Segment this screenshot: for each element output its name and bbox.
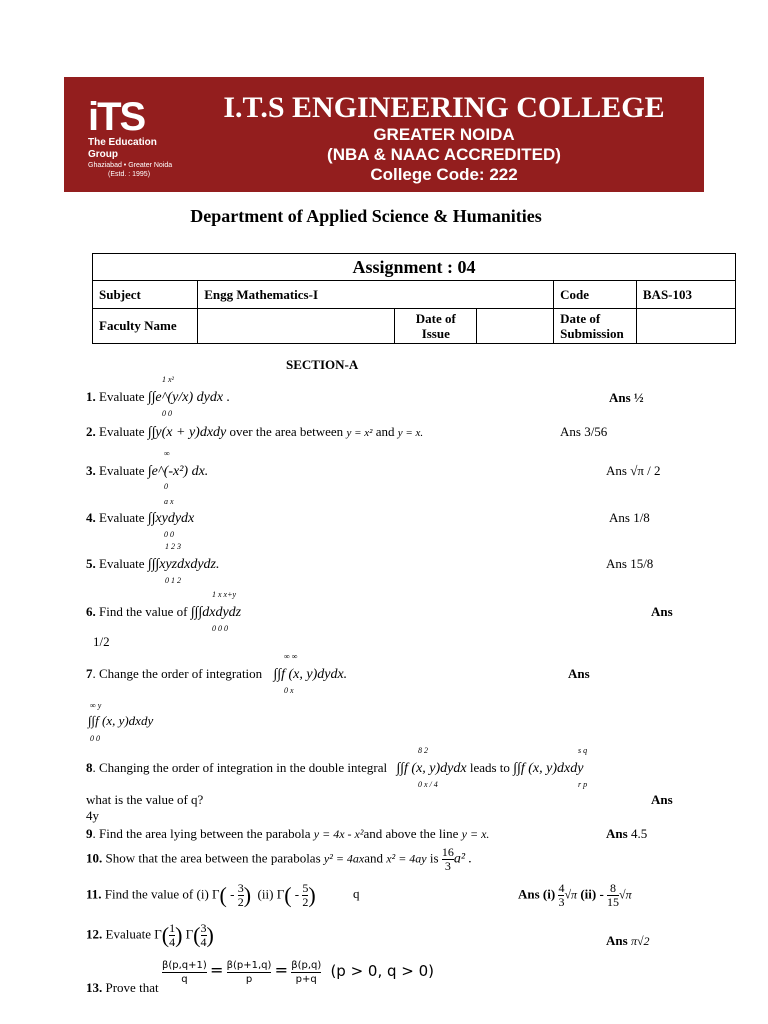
question-text: Show that the area between the parabolas [105, 850, 321, 866]
question-5 [86, 556, 220, 573]
question-3 [86, 463, 208, 480]
a7-upper-limit: ∞ y [90, 701, 102, 710]
fraction: $\frac{\beta(p+1,q)}{p}$ [226, 960, 272, 985]
gamma-symbol: Γ [212, 886, 220, 902]
fraction: $\frac{1}{4}$ [169, 921, 176, 949]
answer-3: Ans √π / 2 [606, 463, 661, 478]
gamma-symbol: Γ [185, 926, 194, 942]
logo-mark: iTS [88, 95, 145, 139]
question-11: 11. Find the value of (i) Γ( - $\frac{3}{2}$ ) (ii) Γ( - $\frac{5}{2}$ ) q [86, 881, 360, 909]
question-text: Find the value of [99, 604, 188, 619]
question-7 [86, 666, 347, 683]
q7-upper-limit: ∞ ∞ [284, 652, 298, 661]
q4-lower-limit: 0 0 [164, 530, 174, 539]
answer-1: Ans ½ [609, 390, 644, 405]
question-expression: ∫∫xydydx [147, 511, 195, 526]
question-text-is: is [429, 850, 439, 866]
question-text: . Change the order of integration [92, 666, 263, 681]
q3-upper-limit: ∞ [164, 449, 170, 458]
college-logo [88, 97, 188, 177]
question-expression: ∫∫∫xyzdxdydz. [147, 557, 220, 572]
gamma-symbol: Γ [154, 926, 162, 942]
question-expression: ∫∫f (x, y)dydx. [273, 667, 348, 682]
assignment-info-table [92, 253, 736, 344]
question-number: 8 [86, 760, 93, 775]
q6-upper-limit: 1 x x+y [212, 590, 237, 599]
issue-value [477, 309, 554, 344]
college-accreditation: (NBA & NAAC ACCREDITED) [327, 145, 561, 164]
q5-upper-limit: 1 2 3 [165, 542, 181, 551]
question-text: Evaluate [99, 424, 145, 439]
answer-8-value: 4y [86, 808, 99, 823]
question-2 [86, 424, 423, 441]
assignment-title: Assignment : 04 [93, 254, 736, 281]
question-6 [86, 604, 241, 621]
fraction: $\frac{16}{3}$ [441, 845, 454, 873]
sqrt-pi: √π [619, 887, 632, 902]
question-8 [86, 760, 583, 777]
question-number: 6. [86, 604, 96, 619]
question-expression-2: ∫∫f (x, y)dxdy [513, 761, 584, 776]
question-9 [86, 826, 489, 842]
question-text-and: and [375, 424, 395, 439]
section-heading: SECTION-A [286, 357, 359, 372]
q1-lower-limit: 0 0 [162, 409, 172, 418]
subject-value: Engg Mathematics-I [198, 281, 554, 309]
code-label: Code [554, 281, 637, 309]
question-number: 5. [86, 556, 96, 571]
answer-6-value: 1/2 [93, 634, 110, 649]
gamma-symbol: Γ [276, 886, 285, 902]
a7-lower-limit: 0 0 [90, 734, 100, 743]
sqrt-pi: √π [564, 887, 578, 902]
answer-6: Ans [651, 604, 673, 619]
fraction: $\frac{4}{3}$ [558, 881, 565, 909]
answer-label: Ans [606, 933, 628, 948]
logo-group-name: The Education Group [88, 137, 157, 160]
question-number: 11. [86, 886, 102, 902]
equals-sign: = [210, 960, 224, 980]
question-text: Evaluate [99, 556, 145, 571]
issue-label: Date of Issue [395, 309, 477, 344]
answer-5: Ans 15/8 [606, 556, 654, 571]
question-1 [86, 389, 230, 406]
question-expression: ∫∫y(x + y)dxdy [147, 425, 227, 440]
question-expression: ∫∫f (x, y)dydx [396, 761, 467, 776]
answer-2: Ans 3/56 [560, 424, 608, 439]
answer-7: Ans [568, 666, 590, 681]
fraction: $\frac{5}{2}$ [302, 881, 309, 909]
question-13 [86, 980, 159, 996]
question-number: 2. [86, 424, 96, 439]
logo-places: Ghaziabad • Greater Noida [88, 162, 173, 169]
question-text: Find the value of (i) [104, 886, 209, 902]
question-number: 1. [86, 389, 96, 404]
q7-lower-limit: 0 x [284, 686, 294, 695]
equals-sign: = [274, 960, 288, 980]
q4-upper-limit: a x [164, 497, 174, 506]
question-number: 4. [86, 510, 96, 525]
question-number: 3. [86, 463, 96, 478]
question-expression-2: y = x. [461, 827, 490, 841]
college-name: I.T.S ENGINEERING COLLEGE [223, 91, 665, 124]
q8b-upper-limit: s q [578, 746, 588, 755]
question-text-mid: and above the line [363, 826, 459, 841]
question-expression-2: y = x² [346, 427, 373, 439]
q3-lower-limit: 0 [164, 482, 168, 491]
question-expression-tail: a² . [453, 851, 473, 867]
code-value: BAS-103 [636, 281, 735, 309]
question-8-continuation: what is the value of q? [86, 792, 204, 807]
q8b-lower-limit: r p [578, 780, 588, 789]
question-text: Prove that [105, 980, 159, 995]
question-12: 12. Evaluate Γ( $\frac{1}{4}$ ) Γ( $\frac{3}{4}$ ) [86, 921, 214, 949]
q8-lower-limit: 0 x / 4 [418, 780, 438, 789]
faculty-label: Faculty Name [93, 309, 198, 344]
question-number: 7 [86, 666, 93, 681]
question-text: . Changing the order of integration in the double integral [92, 760, 388, 775]
beta-identity [162, 959, 434, 986]
fraction: $\frac{\beta(p,q+1)}{q}$ [162, 960, 207, 985]
question-number: 13. [86, 980, 103, 995]
faculty-value [198, 309, 395, 344]
answer-text-mid: (ii) - [580, 886, 604, 902]
question-text: Evaluate [99, 463, 145, 478]
submission-label: Date of Submission [554, 309, 637, 344]
department-title: Department of Applied Science & Humanities [190, 206, 542, 226]
question-text-mid: over the area between [229, 424, 344, 439]
logo-estd: (Estd. : 1995) [108, 171, 151, 178]
q6-lower-limit: 0 0 0 [212, 624, 228, 633]
answer-11 [518, 882, 632, 909]
fraction: $\frac{\beta(p,q)}{p+q}$ [291, 960, 322, 985]
answer-expression: π√2 [630, 934, 650, 948]
college-code: College Code: 222 [370, 165, 518, 184]
college-city: GREATER NOIDA [373, 125, 515, 144]
question-text: Evaluate [99, 389, 145, 404]
question-number: 12. [86, 926, 103, 942]
question-10 [86, 846, 472, 873]
question-expression: ∫∫e^(y/x) dydx . [147, 390, 231, 405]
submission-value [636, 309, 735, 344]
answer-8: Ans [651, 792, 673, 807]
question-expression: ∫∫∫dxdydz [190, 605, 242, 620]
question-number: 9 [86, 826, 93, 841]
question-number: 10. [86, 850, 103, 866]
question-text: . Find the area lying between the parabola [92, 826, 311, 841]
college-banner [64, 77, 704, 192]
q8-upper-limit: 8 2 [418, 746, 428, 755]
answer-9: Ans 4.5 [606, 826, 648, 841]
answer-12 [606, 933, 650, 949]
question-expression: y = 4x - x² [313, 827, 364, 841]
fraction: $\frac{3}{4}$ [200, 921, 207, 949]
fraction: $\frac{3}{2}$ [237, 881, 244, 909]
question-expression: ∫e^(-x²) dx. [147, 464, 209, 479]
q1-upper-limit: 1 x² [162, 375, 174, 384]
subject-label: Subject [93, 281, 198, 309]
question-expression: y² = 4ax [323, 851, 365, 866]
question-text-q: q [352, 886, 360, 902]
question-expression-3: y = x. [397, 427, 424, 439]
answer-label: Ans (i) [518, 886, 556, 902]
question-text-and: and [364, 850, 384, 866]
answer-7-expression: ∫∫f (x, y)dxdy [88, 713, 154, 728]
question-text-mid: leads to [469, 760, 510, 775]
condition: (p > 0, q > 0) [330, 961, 435, 980]
question-expression-2: x² = 4ay [386, 851, 427, 866]
question-text: Evaluate [105, 926, 151, 942]
fraction: $\frac{8}{15}$ [607, 881, 620, 909]
question-text: Evaluate [99, 510, 145, 525]
answer-4: Ans 1/8 [609, 510, 650, 525]
question-4 [86, 510, 194, 527]
question-text-mid: (ii) [257, 886, 274, 902]
q5-lower-limit: 0 1 2 [165, 576, 181, 585]
